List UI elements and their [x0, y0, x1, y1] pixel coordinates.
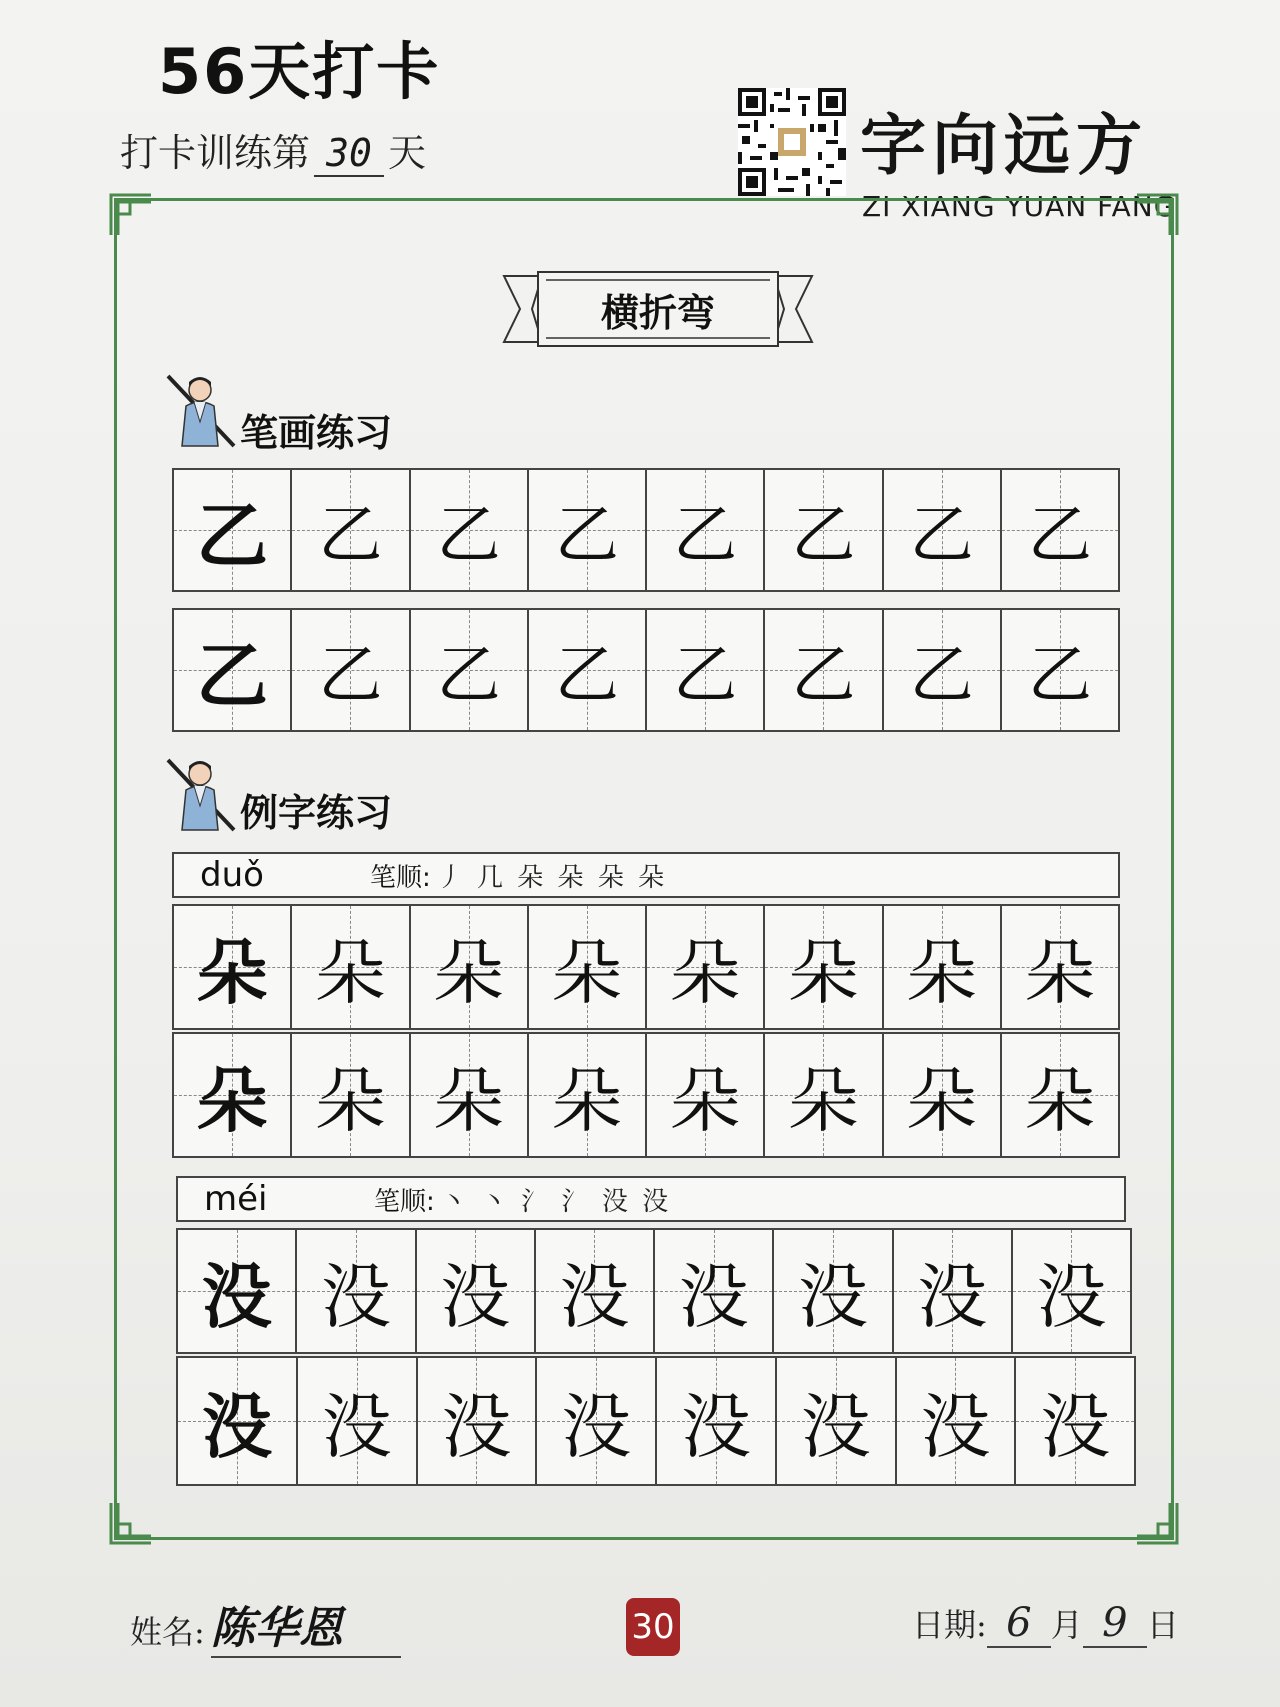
- name-value[interactable]: 陈华恩: [211, 1592, 401, 1658]
- char-practice-row-duo-2: [172, 1032, 1120, 1158]
- month-value[interactable]: 6: [987, 1600, 1051, 1648]
- stroke-order-sequence: 丿 几 朵 朵 朵 朵: [436, 862, 668, 893]
- day-number: 30: [314, 131, 384, 177]
- practice-cell[interactable]: 朵: [647, 906, 765, 1028]
- scholar-with-brush-icon: [166, 756, 236, 836]
- stroke-section-title: 笔画练习: [240, 411, 393, 455]
- practice-cell[interactable]: 朵: [411, 1034, 529, 1156]
- practice-cell[interactable]: 没: [417, 1230, 536, 1352]
- practice-cell[interactable]: 朵: [174, 906, 292, 1028]
- practice-cell[interactable]: 朵: [647, 1034, 765, 1156]
- practice-cell[interactable]: 没: [418, 1358, 538, 1484]
- corner-ornament-icon: [108, 1500, 154, 1546]
- practice-cell[interactable]: 朵: [765, 1034, 883, 1156]
- practice-cell[interactable]: 没: [655, 1230, 774, 1352]
- practice-cell[interactable]: 乙: [647, 610, 765, 730]
- practice-cell[interactable]: 没: [774, 1230, 893, 1352]
- stroke-practice-row-2: [172, 608, 1120, 732]
- practice-cell[interactable]: 朵: [292, 1034, 410, 1156]
- stroke-order-label: 笔顺:: [374, 1186, 435, 1217]
- practice-cell[interactable]: 没: [178, 1358, 298, 1484]
- date-field: [912, 1600, 1179, 1648]
- day-value[interactable]: 9: [1083, 1600, 1147, 1648]
- practice-cell[interactable]: 没: [657, 1358, 777, 1484]
- practice-cell[interactable]: 乙: [292, 470, 410, 590]
- practice-cell[interactable]: 乙: [1002, 610, 1118, 730]
- practice-cell[interactable]: 朵: [765, 906, 883, 1028]
- practice-cell[interactable]: 没: [777, 1358, 897, 1484]
- practice-cell[interactable]: 朵: [529, 906, 647, 1028]
- pinyin-bar-duo: [172, 852, 1120, 898]
- corner-ornament-icon: [108, 192, 154, 238]
- practice-cell[interactable]: 没: [537, 1358, 657, 1484]
- practice-cell[interactable]: 朵: [292, 906, 410, 1028]
- practice-cell[interactable]: 乙: [1002, 470, 1118, 590]
- practice-cell[interactable]: 朵: [1002, 1034, 1118, 1156]
- brand-logo-text: 字向远方: [860, 106, 1148, 184]
- day-unit: 日: [1146, 1606, 1179, 1644]
- practice-cell[interactable]: 乙: [884, 610, 1002, 730]
- month-unit: 月: [1050, 1606, 1083, 1644]
- practice-cell[interactable]: 没: [536, 1230, 655, 1352]
- practice-cell[interactable]: 没: [1013, 1230, 1130, 1352]
- practice-cell[interactable]: 没: [297, 1230, 416, 1352]
- practice-cell[interactable]: 朵: [411, 906, 529, 1028]
- stroke-order-sequence: 丶 丶 氵 氵 没 没: [440, 1186, 672, 1217]
- practice-cell[interactable]: 朵: [884, 906, 1002, 1028]
- pinyin-label: méi: [204, 1179, 268, 1219]
- day-suffix: 天: [388, 131, 427, 175]
- practice-cell[interactable]: 没: [178, 1230, 297, 1352]
- practice-cell[interactable]: 没: [1016, 1358, 1134, 1484]
- corner-ornament-icon: [1134, 1500, 1180, 1546]
- practice-cell[interactable]: 朵: [174, 1034, 292, 1156]
- char-practice-row-mei-2: [176, 1356, 1136, 1486]
- student-name-field: [130, 1592, 401, 1658]
- practice-cell[interactable]: 没: [894, 1230, 1013, 1352]
- practice-cell[interactable]: 乙: [765, 610, 883, 730]
- scholar-with-brush-icon: [166, 372, 236, 452]
- lesson-title: 横折弯: [600, 291, 715, 335]
- practice-cell[interactable]: 乙: [529, 470, 647, 590]
- char-practice-row-mei-1: [176, 1228, 1132, 1354]
- practice-cell[interactable]: 乙: [411, 610, 529, 730]
- page-number-badge: 30: [626, 1598, 680, 1656]
- pinyin-label: duǒ: [200, 855, 264, 895]
- qr-code-icon: [738, 88, 846, 196]
- practice-cell[interactable]: 没: [298, 1358, 418, 1484]
- practice-cell[interactable]: 朵: [529, 1034, 647, 1156]
- practice-cell[interactable]: 乙: [292, 610, 410, 730]
- practice-cell[interactable]: 乙: [765, 470, 883, 590]
- practice-cell[interactable]: 乙: [174, 470, 292, 590]
- practice-cell[interactable]: 没: [897, 1358, 1017, 1484]
- day-prefix: 打卡训练第: [120, 131, 311, 175]
- practice-cell[interactable]: 乙: [411, 470, 529, 590]
- day-counter: [120, 122, 426, 177]
- example-section-title: 例字练习: [240, 791, 393, 835]
- practice-cell[interactable]: 乙: [174, 610, 292, 730]
- char-practice-row-duo-1: [172, 904, 1120, 1030]
- practice-cell[interactable]: 朵: [1002, 906, 1118, 1028]
- corner-ornament-icon: [1134, 192, 1180, 238]
- stroke-order-label: 笔顺:: [370, 862, 431, 893]
- brand-subtitle: ZI XIANG YUAN FANG: [862, 190, 1177, 223]
- practice-cell[interactable]: 乙: [647, 470, 765, 590]
- practice-cell[interactable]: 朵: [884, 1034, 1002, 1156]
- practice-cell[interactable]: 乙: [884, 470, 1002, 590]
- name-label: 姓名:: [130, 1613, 205, 1651]
- page-title: 56天打卡: [158, 35, 441, 108]
- date-label: 日期:: [912, 1606, 987, 1644]
- practice-cell[interactable]: 乙: [529, 610, 647, 730]
- pinyin-bar-mei: [176, 1176, 1126, 1222]
- stroke-practice-row-1: [172, 468, 1120, 592]
